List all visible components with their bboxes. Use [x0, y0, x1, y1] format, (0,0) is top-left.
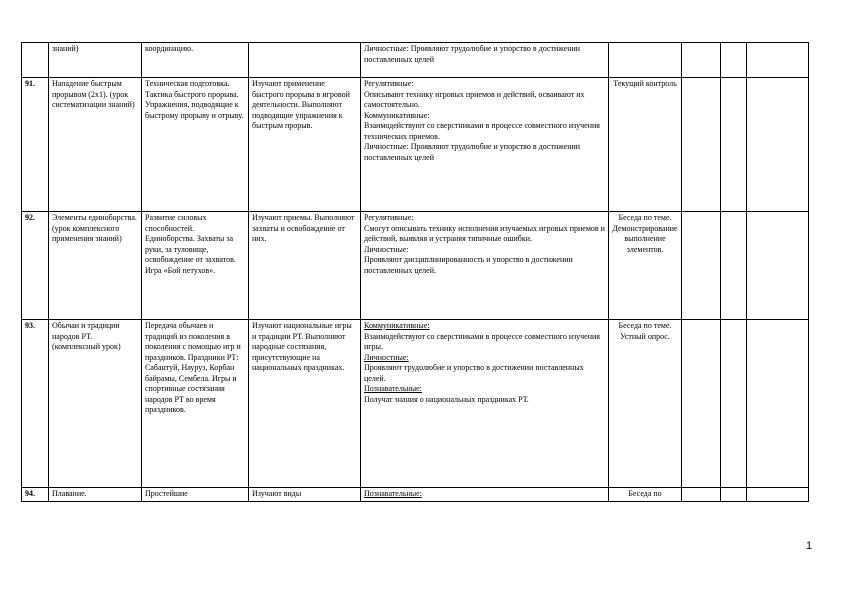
lesson-number-cell: 94.: [22, 488, 49, 502]
student-activity-cell: Изучают приемы. Выполняют захваты и освобождение от них.: [249, 212, 361, 320]
lesson-topic-cell: Плавание.: [49, 488, 142, 502]
learning-outcomes-cell: [361, 212, 609, 320]
empty-cell: [721, 488, 747, 502]
outcome-line: Описывают технику игровых приемов и действий, осваивают их самостоятельно.: [364, 89, 585, 109]
outcome-line: Познавательные:: [364, 489, 422, 498]
student-activity-cell: Изучают национальные игры и традиции РТ. Выполняют народные состязания, присутствующие на национальных праздниках.: [249, 320, 361, 488]
empty-cell: [682, 78, 721, 212]
page-number: 1: [806, 540, 813, 552]
lesson-content-cell: Передача обычаев и традиций из поколения в поколения с помощью игр и праздников. Праздники РТ: Сабантуй, Науруз, Корбан байрамы, Сембела. Игры и спортивные состязания народов РТ во время праздников.: [142, 320, 249, 488]
outcome-line: Смогут описывать технику исполнения изучаемых игровых приемов и действий, выявляя и устраняя типичные ошибки.: [364, 223, 605, 243]
lesson-number-cell: 92.: [22, 212, 49, 320]
lesson-topic-cell: Элементы единоборства. (урок комплексного применения знаний): [49, 212, 142, 320]
outcome-line: Коммуникативные:: [364, 321, 430, 330]
control-form-cell: Беседа по теме. Демонстрирование выполнение элементов.: [609, 212, 682, 320]
lesson-content-cell: Техническая подготовка. Тактика быстрого прорыва. Упражнения, подводящие к быстрому прорыву и отрыву.: [142, 78, 249, 212]
control-form-cell: Беседа по теме. Устный опрос.: [609, 320, 682, 488]
lesson-content-cell: Простейшие: [142, 488, 249, 502]
empty-cell: [682, 488, 721, 502]
outcome-line: Регулятивные:: [364, 213, 414, 222]
lesson-topic-cell: Нападение быстрым прорывом (2х1). (урок систематизации знаний): [49, 78, 142, 212]
control-form-cell: Текущий контроль: [609, 78, 682, 212]
lesson-content-cell: Развитие силовых способностей. Единоборства. Захваты за руки, за туловище, освобождение от захватов. Игра «Бой петухов».: [142, 212, 249, 320]
learning-outcomes-cell: [361, 43, 609, 78]
outcome-line: Взаимодействуют со сверстниками в процессе совместного изучения технических приемов.: [364, 121, 600, 141]
lesson-number-cell: 93.: [22, 320, 49, 488]
outcome-line: Личностные:: [364, 352, 409, 362]
outcome-line: Личностные:: [364, 244, 409, 254]
empty-cell: [682, 43, 721, 78]
table-row: [22, 320, 809, 488]
empty-cell: [747, 488, 809, 502]
student-activity-cell: Изучают применение быстрого прорыва в игровой деятельности. Выполняют подводящие упражнения к быстрым прорыв.: [249, 78, 361, 212]
learning-outcomes-cell: [361, 320, 609, 488]
outcome-line: Познавательные:: [364, 384, 422, 393]
learning-outcomes-cell: [361, 78, 609, 212]
outcome-line: Личностные: Проявляют трудолюбие и упорство в достижении поставленных целей: [364, 142, 581, 162]
lesson-content-cell: координацию.: [142, 43, 249, 78]
empty-cell: [721, 212, 747, 320]
empty-cell: [682, 212, 721, 320]
outcome-line: Регулятивные:: [364, 79, 414, 88]
empty-cell: [721, 43, 747, 78]
student-activity-cell: Изучают виды: [249, 488, 361, 502]
lesson-topic-cell: знаний): [49, 43, 142, 78]
lesson-number-cell: [22, 43, 49, 78]
table-body: [22, 43, 809, 502]
table-row: [22, 212, 809, 320]
empty-cell: [721, 78, 747, 212]
student-activity-cell: [249, 43, 361, 78]
empty-cell: [747, 78, 809, 212]
outcome-line: Коммуникативные:: [364, 110, 430, 120]
empty-cell: [747, 212, 809, 320]
table-row: [22, 78, 809, 212]
empty-cell: [721, 320, 747, 488]
learning-outcomes-cell: [361, 488, 609, 502]
table-row: [22, 43, 809, 78]
lesson-topic-cell: Обычаи и традиции народов РТ. (комплексный урок): [49, 320, 142, 488]
outcome-line: Проявляют дисциплинированность и упорство в достижении поставленных целей.: [364, 255, 573, 275]
empty-cell: [747, 320, 809, 488]
outcome-line: Проявляют трудолюбие и упорство в достижении поставленных целей.: [364, 363, 584, 383]
outcome-line: Взаимодействуют со сверстниками в процессе совместного изучения игры.: [364, 331, 600, 351]
control-form-cell: Беседа по: [609, 488, 682, 502]
control-form-cell: [609, 43, 682, 78]
empty-cell: [682, 320, 721, 488]
empty-cell: [747, 43, 809, 78]
lesson-plan-table: [21, 42, 809, 502]
outcome-line: Личностные: Проявляют трудолюбие и упорство в достижении поставленных целей: [364, 44, 581, 64]
table-row: [22, 488, 809, 502]
lesson-number-cell: 91.: [22, 78, 49, 212]
outcome-line: Получат знания о национальных праздниках РТ.: [364, 394, 529, 404]
